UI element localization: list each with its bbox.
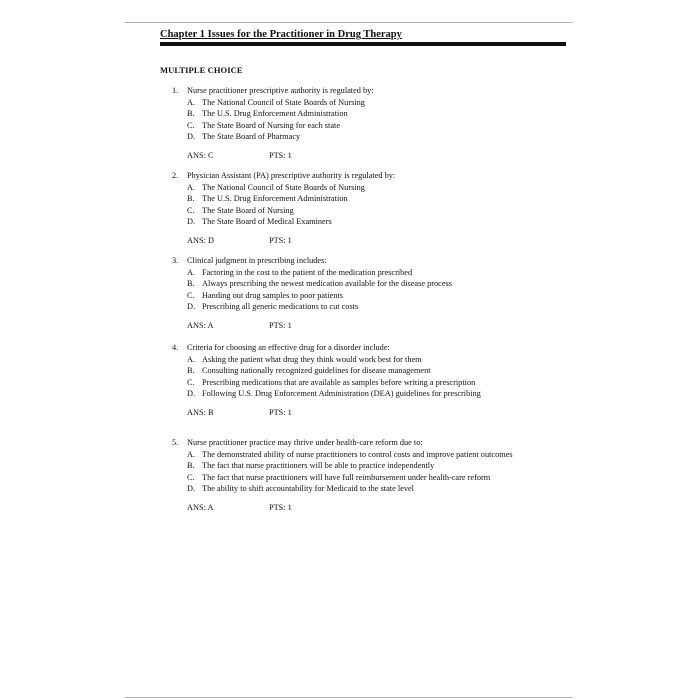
option-d xyxy=(172,388,502,400)
option-letter: D. xyxy=(187,484,196,494)
option-letter: D. xyxy=(187,217,196,227)
option-text: The U.S. Drug Enforcement Administration xyxy=(202,109,348,119)
option-text: The ability to shift accountability for Medicaid to the state level xyxy=(202,484,414,494)
option-b xyxy=(172,460,542,472)
option-text: Prescribing medications that are available as samples before writing a prescription xyxy=(202,377,476,387)
option-text: The State Board of Nursing for each state xyxy=(202,120,341,130)
option-c xyxy=(172,377,542,389)
option-text: The fact that nurse practitioners will be able to practice independently xyxy=(202,461,435,471)
question-3 xyxy=(172,255,542,333)
option-text: The National Council of State Boards of Nursing xyxy=(202,97,365,107)
question-number: 3. xyxy=(172,256,179,265)
option-letter: A. xyxy=(187,449,196,459)
option-letter: A. xyxy=(187,97,196,107)
top-rule xyxy=(125,22,573,23)
option-a xyxy=(172,267,542,279)
option-letter: D. xyxy=(187,302,196,312)
question-4 xyxy=(172,342,542,420)
points: PTS: 1 xyxy=(269,235,292,245)
option-text: Asking the patient what drug they think would work best for them xyxy=(202,354,422,364)
option-text: Prescribing all generic medications to cut costs xyxy=(202,302,359,312)
option-letter: C. xyxy=(187,377,195,387)
option-letter: D. xyxy=(187,389,196,399)
answer-row xyxy=(172,503,542,515)
option-text: The demonstrated ability of nurse practitioners to control costs and improve patient outcomes xyxy=(202,449,513,459)
points: PTS: 1 xyxy=(269,502,292,512)
option-d xyxy=(172,131,542,143)
option-b xyxy=(172,108,542,120)
option-text: Always prescribing the newest medication available for the disease process xyxy=(202,279,452,289)
points: PTS: 1 xyxy=(269,150,292,160)
question-2 xyxy=(172,170,542,248)
option-letter: D. xyxy=(187,132,196,142)
option-a xyxy=(172,449,542,461)
option-text: The State Board of Nursing xyxy=(202,205,294,215)
answer-key: ANS: A xyxy=(187,320,214,330)
question-number: 4. xyxy=(172,343,179,352)
option-letter: B. xyxy=(187,461,195,471)
option-a xyxy=(172,354,542,366)
option-letter: A. xyxy=(187,267,196,277)
option-letter: C. xyxy=(187,290,195,300)
bottom-rule xyxy=(125,697,573,698)
question-text: Physician Assistant (PA) prescriptive authority is regulated by: xyxy=(187,171,396,180)
answer-row xyxy=(172,408,542,420)
question-number: 2. xyxy=(172,171,179,180)
question-text: Nurse practitioner prescriptive authority is regulated by: xyxy=(187,86,374,95)
option-letter: B. xyxy=(187,366,195,376)
option-b xyxy=(172,193,542,205)
option-d xyxy=(172,216,542,228)
option-b xyxy=(172,365,542,377)
option-text: Handing out drug samples to poor patients xyxy=(202,290,344,300)
option-letter: C. xyxy=(187,472,195,482)
option-c xyxy=(172,120,542,132)
option-letter: B. xyxy=(187,194,195,204)
option-letter: C. xyxy=(187,205,195,215)
question-1 xyxy=(172,85,542,163)
option-c xyxy=(172,205,542,217)
option-b xyxy=(172,278,542,290)
title-divider xyxy=(160,42,566,46)
answer-key: ANS: C xyxy=(187,150,214,160)
option-text: Consulting nationally recognized guidelines for disease management xyxy=(202,366,431,376)
question-5 xyxy=(172,437,542,515)
option-text: The State Board of Medical Examiners xyxy=(202,217,332,227)
option-letter: B. xyxy=(187,109,195,119)
answer-key: ANS: D xyxy=(187,235,214,245)
answer-row xyxy=(172,236,542,248)
option-letter: A. xyxy=(187,182,196,192)
option-letter: C. xyxy=(187,120,195,130)
points: PTS: 1 xyxy=(269,407,292,417)
option-letter: A. xyxy=(187,354,196,364)
question-text: Criteria for choosing an effective drug for a disorder include: xyxy=(187,343,390,352)
option-text: Following U.S. Drug Enforcement Administration (DEA) guidelines for prescribing xyxy=(202,389,481,399)
option-text: The U.S. Drug Enforcement Administration xyxy=(202,194,348,204)
option-text: The fact that nurse practitioners will have full reimbursement under health-care reform xyxy=(202,472,491,482)
question-text: Clinical judgment in prescribing includes: xyxy=(187,256,327,265)
option-text: Factoring in the cost to the patient of the medication prescribed xyxy=(202,267,413,277)
answer-row xyxy=(172,151,542,163)
option-c xyxy=(172,472,547,484)
question-number: 5. xyxy=(172,438,179,447)
answer-key: ANS: A xyxy=(187,502,214,512)
question-number: 1. xyxy=(172,86,179,95)
answer-key: ANS: B xyxy=(187,407,214,417)
option-a xyxy=(172,182,542,194)
chapter-title: Chapter 1 Issues for the Practitioner in Drug Therapy xyxy=(160,29,402,40)
question-text: Nurse practitioner practice may thrive under health-care reform due to: xyxy=(187,438,423,447)
option-letter: B. xyxy=(187,279,195,289)
option-c xyxy=(172,290,542,302)
option-a xyxy=(172,97,542,109)
answer-row xyxy=(172,321,542,333)
option-d xyxy=(172,483,542,495)
option-text: The National Council of State Boards of Nursing xyxy=(202,182,365,192)
option-d xyxy=(172,301,542,313)
points: PTS: 1 xyxy=(269,320,292,330)
option-text: The State Board of Pharmacy xyxy=(202,132,301,142)
section-title: MULTIPLE CHOICE xyxy=(160,65,243,75)
